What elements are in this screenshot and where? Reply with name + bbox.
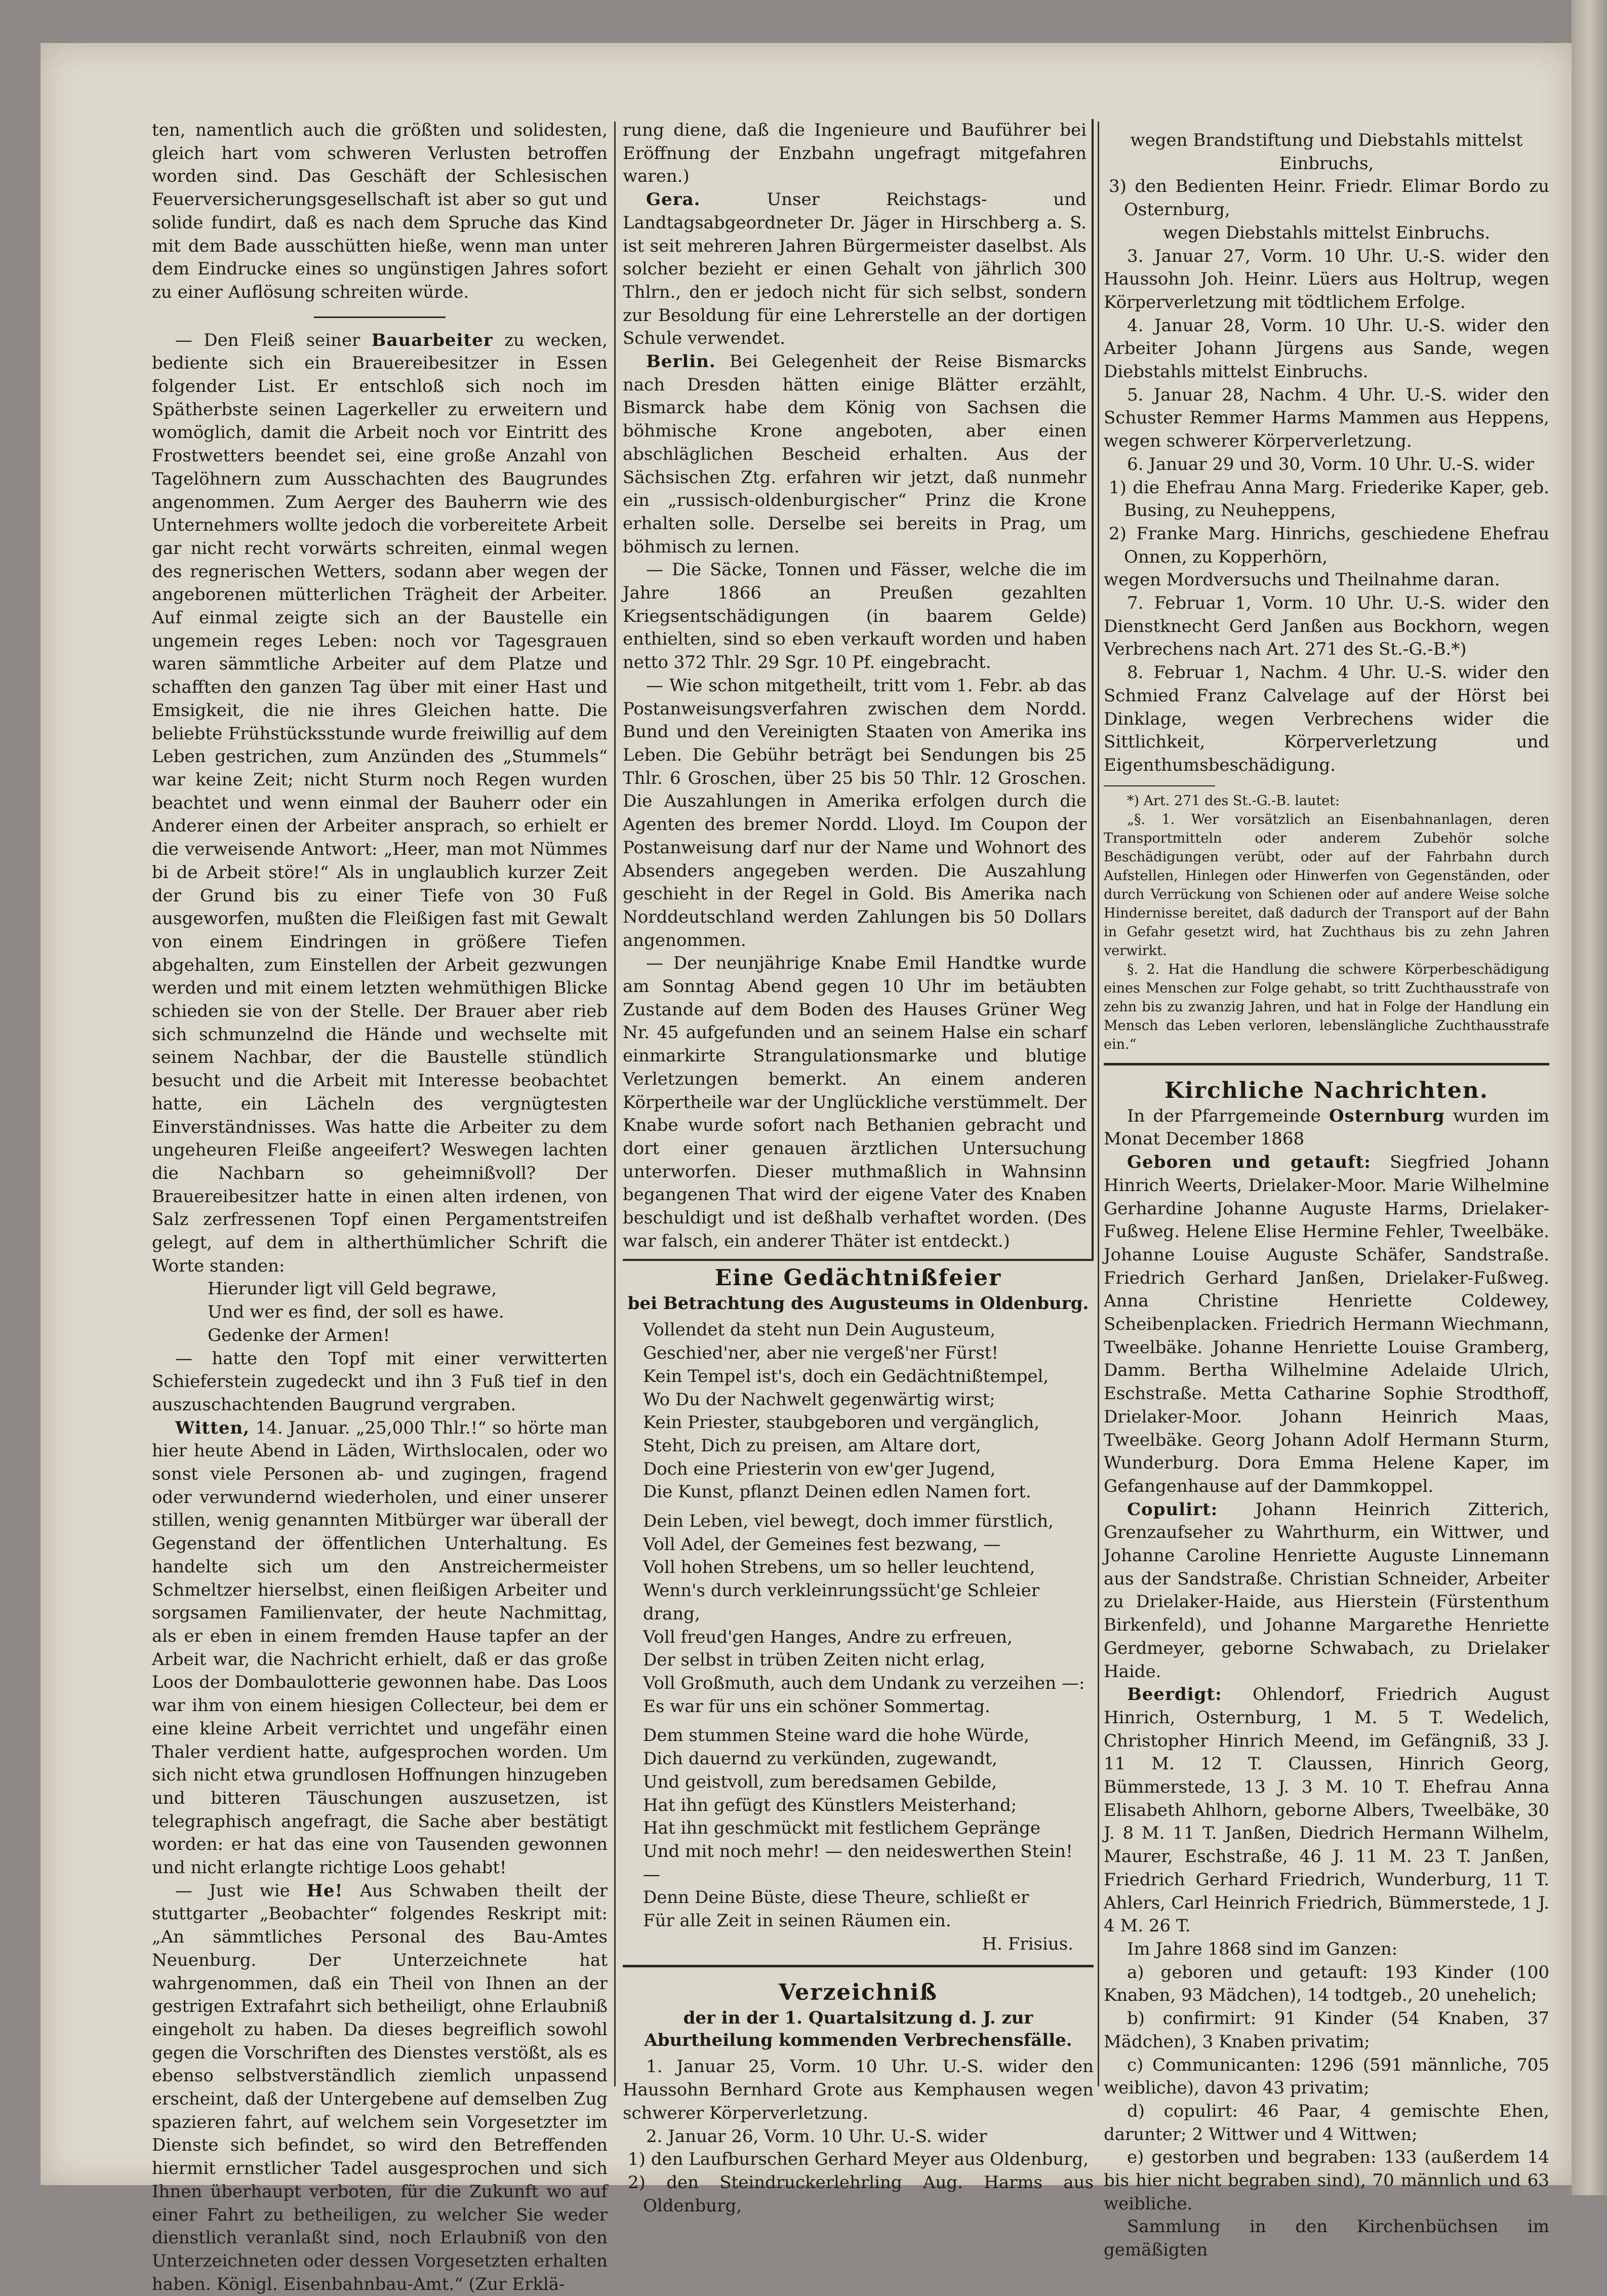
poem-stanza-1: Vollendet da steht nun Dein Augusteum, Geschied'ner, aber nie vergeß'ner Fürst! Kein Tempel ist's, doch ein Gedächtnißtempel, Wo Du der Nachwelt gegenwärtig wirst; Kein Priester, staubgeboren und vergänglich, Steht, Dich zu preisen, am Altare dort, Doch eine Priesterin von ew'ger Jugend, Die Kunst, pflanzt Deinen edlen Namen fort. xyxy=(643,1320,1049,1502)
keyword-he: He! xyxy=(306,1880,343,1901)
case-2-accused-2: 2) den Steindruckerlehrling Aug. Harms aus Oldenburg, xyxy=(628,2172,1094,2216)
label-buried: Beerdigt: xyxy=(1127,1684,1222,1705)
page-binding-edge xyxy=(1572,0,1607,2195)
article-reskript-end: rung diene, daß die Ingenieure und Bauführer bei Eröffnung der Enzbahn ungefragt mitgefahren waren.) xyxy=(623,120,1087,187)
case-4: 4. Januar 28, Vorm. 10 Uhr. U.-S. wider den Arbeiter Johann Jürgens aus Sande, wegen Diebstahls mittelst Einbruchs. xyxy=(1104,315,1549,382)
poem-stanza-3: Dem stummen Steine ward die hohe Würde, Dich dauernd zu verkünden, zugewandt, Und geistvoll, zum beredsamen Gebilde, Hat ihn gefügt des Künstlers Meisterhand; Hat ihn geschmückt mit festlichem Gepränge Und mit noch mehr! — den neideswerthen Stein! — Denn Deine Büste, diese Theure, schließt er Für alle Zeit in seinen Räumen ein. xyxy=(643,1725,1073,1931)
poem-stanza-2: Dein Leben, viel bewegt, doch immer fürstlich, Voll Adel, der Gemeines fest bezwang, — Voll hohen Strebens, um so heller leuchtend, Wenn's durch verkleinrungssücht'ge Schleier drang, Voll freud'gen Hanges, Andre zu erfreuen, Der selbst in trüben Zeiten nicht erlag, Voll Großmuth, auch dem Undank zu verzeihen —: Es war für uns ein schöner Sommertag. xyxy=(643,1511,1085,1717)
case-2-charge: wegen Brandstiftung und Diebstahls mittelst Einbruchs, xyxy=(1130,130,1523,174)
column-right xyxy=(1104,129,1549,2262)
column-divider-1 xyxy=(614,122,616,2086)
column-left xyxy=(152,119,608,2296)
dateline-witten: Witten, xyxy=(175,1417,250,1438)
footnote-rule xyxy=(1104,785,1215,786)
label-born: Geboren und getauft: xyxy=(1127,1152,1371,1173)
poem-title: Eine Gedächtnißfeier xyxy=(714,1265,1002,1291)
church-intro: In der Pfarrgemeinde Osternburg wurden im Monat December 1868 xyxy=(1104,1105,1550,1150)
article-reskript: — Just wie He! Aus Schwaben theilt der stuttgarter „Beobachter“ folgendes Reskript mit: „An sämmtliches Personal des Bau-Amtes Neuenburg. Der Unterzeichnete hat wahrgenommen, daß ein Theil von Ihnen an der gestrigen Extrafahrt sich betheiligt, ohne Erlaubniß eingeholt zu haben. Da dieses begreiflich sowohl gegen die Vorschriften des Dienstes verstößt, als es ebenso selbstverständlich ziemlich unpassend erscheint, daß der Untergebene auf demselben Zug spazieren fahrt, auf welchem sein Vorgesetzter im Dienste sich befindet, so wird den Betreffenden hiermit ernstlicher Tadel ausgesprochen und sich Ihnen überhaupt verboten, für die Zukunft wo auf einer Fahrt zu betheiligen, zu welcher Sie weder dienstlich veranlaßt sind, noch Erlaubniß von den Unterzeichneten oder dessen Vorgesetzten erhalten haben. Königl. Eisenbahnbau-Amt.“ (Zur Erklä- xyxy=(152,1880,608,2294)
section-rule-church xyxy=(1104,1063,1549,1065)
case-2-accused-3: 3) den Bedienten Heinr. Friedr. Elimar Bordo zu Osternburg, xyxy=(1109,176,1549,220)
year-summary-e: e) gestorben und begraben: 133 (außerdem 14 bis hier nicht begraben sind), 70 männlich und 63 weibliche. xyxy=(1104,2147,1549,2214)
poem-subtitle: bei Betrachtung des Augusteums in Oldenburg. xyxy=(627,1293,1089,1314)
case-2-charge-3: wegen Diebstahls mittelst Einbruchs. xyxy=(1162,222,1491,243)
year-summary-d: d) copulirt: 46 Paar, 4 gemischte Ehen, darunter; 2 Wittwer und 4 Wittwen; xyxy=(1104,2101,1549,2145)
case-2-accused-1: 1) den Laufburschen Gerhard Meyer aus Oldenburg, xyxy=(628,2149,1089,2170)
article-gera: Gera. Unser Reichstags- und Landtagsabgeordneter Dr. Jäger in Hirschberg a. S. ist seit mehreren Jahren Bürgermeister daselbst. Als solcher bezieht er einen Gehalt von jährlich 300 Thlrn., den er jedoch nicht für sich selbst, sondern zur Besoldung für eine Lehrerstelle an der dortigen Schule verwendet. xyxy=(623,189,1087,349)
year-summary-c: c) Communicanten: 1296 (591 männliche, 705 weibliche), davon 43 privatim; xyxy=(1104,2054,1549,2099)
column-divider-2 xyxy=(1098,122,1099,2086)
poem-body xyxy=(623,1319,1094,1932)
parish-name: Osternburg xyxy=(1329,1105,1445,1126)
news-block-boxed xyxy=(623,119,1094,1261)
article-berlin: Berlin. Bei Gelegenheit der Reise Bismarcks nach Dresden hätten einige Blätter erzählt, Bismarck habe dem König von Sachsen die böhmische Krone angeboten, aber einen abschläglichen Bescheid erhalten. Aus der Sächsischen Ztg. erfahren wir jetzt, daß nunmehr ein „russisch-oldenburgischer“ Prinz die Krone erhalten solle. Derselbe sei bereits in Prag, um böhmisch zu lernen. xyxy=(623,351,1087,557)
dateline-berlin: Berlin. xyxy=(646,351,716,372)
church-buried: Beerdigt: Ohlendorf, Friedrich August Hinrich, Osternburg, 1 M. 5 T. Wedelich, Christopher Hinrich Meend, im Gefängniß, 33 J. 11 M. 12 T. Claussen, Hinrich Georg, Bümmerstede, 13 J. 3 M. 10 T. Ehefrau Anna Elisabeth Ahlhorn, geborne Albers, Tweelbäke, 30 J. 8 M. 11 T. Janßen, Diedrich Hermann Wilhelm, Maurer, Eschstraße, 46 J. 11 M. 23 T. Janßen, Friedrich Gerhard Friedrich, Wunderburg, 11 T. Ahlers, Carl Heinrich Friedrich, Bümmerstede, 1 J. 4 M. 26 T. xyxy=(1104,1684,1549,1936)
case-5: 5. Januar 28, Nachm. 4 Uhr. U.-S. wider den Schuster Remmer Harms Mammen aus Heppens, wegen schwerer Körperverletzung. xyxy=(1104,384,1549,452)
case-6-accused-2: 2) Franke Marg. Hinrichs, geschiedene Ehefrau Onnen, zu Kopperhörn, xyxy=(1109,523,1549,567)
church-married: Copulirt: Johann Heinrich Zitterich, Grenzaufseher zu Wahrthurm, ein Wittwer, und Johanne Caroline Henriette Auguste Linnemann aus der Sandstraße. Christian Schneider, Arbeiter zu Drielaker-Haide, aus Hierstein (Fürstenthum Birkenfeld), und Johanne Margarethe Henriette Gerdmeyer, geborne Schwabach, zu Drielaker Haide. xyxy=(1104,1499,1549,1682)
case-6-accused-1: 1) die Ehefrau Anna Marg. Friederike Kaper, geb. Busing, zu Neuheppens, xyxy=(1109,477,1549,521)
article-bauarbeiter: — Den Fleiß seiner Bauarbeiter zu wecken, bediente sich ein Brauereibesitzer in Essen folgender List. Er entschloß sich noch im Spätherbste seinen Lagerkeller zu erweitern und womöglich, damit die Arbeit noch vor Eintritt des Frostwetters beendet sei, eine große Anzahl von Tagelöhnern zum Ausschachten des Baugrundes angenommen. Zum Aerger des Bauherrn wie des Unternehmers wollte jedoch die vorbereitete Arbeit gar nicht recht vorwärts schreiten, einmal wegen des regnerischen Wetters, sodann aber wegen der angeborenen mütterlichen Trägheit der Arbeiter. Auf einmal zeigte sich an der Baustelle ein ungemein reges Leben: noch vor Tagesgrauen waren sämmtliche Arbeiter auf dem Platze und schafften den ganzen Tag über mit einer Hast und Emsigkeit, die nie ihres Gleichen hatte. Die beliebte Frühstücksstunde wurde freiwillig auf dem Leben gestrichen, zum Anzünden des „Stummels“ war keine Zeit; nicht Sturm noch Regen wurden beachtet und wenn einmal der Bauherr oder ein Anderer einen der Arbeiter ansprach, so erhielt er die verweisende Antwort: „Heer, man mot Nümmes bi de Arbeit störe!“ Als in unglaublich kurzer Zeit der Grund bis zu einer Tiefe von 30 Fuß ausgeworfen, mußten die Fleißigen fast mit Gewalt von einem Eindringen in größere Tiefen abgehalten, zum Einstellen der Arbeit gezwungen werden und mit einem letzten wehmüthigen Blicke schieden sie von der Stelle. Der Brauer aber rieb sich schmunzelnd die Hände und wechselte mit seinem Nachbar, der die Baustelle stündlich besucht und die Arbeit mit Interesse beobachtet hatte, ein Lächeln des vergnügtesten Einverständnisses. Was hatte die Arbeiter zu dem ungeheuren Fleiße angeeifert? Weswegen lachten die Nachbarn so geheimnißvoll? Der Brauereibesitzer hatte in einen alten irdenen, von Salz zerfressenen Topf einen Pergamentstreifen gelegt, auf dem in altherthümlicher Schrift die Worte standen: xyxy=(152,330,608,1276)
year-summary-b: b) confirmirt: 91 Kinder (54 Knaben, 37 Mädchen), 3 Knaben privatim; xyxy=(1104,2008,1549,2052)
section-rule xyxy=(623,1965,1094,1967)
case-8: 8. Februar 1, Nachm. 4 Uhr. U.-S. wider den Schmied Franz Calvelage auf der Hörst bei Dinklage, wegen Verbrechens wider die Sittlichkeit, Körperverletzung und Eigenthumsbeschädigung. xyxy=(1104,662,1549,775)
church-born: Geboren und getauft: Siegfried Johann Hinrich Weerts, Drielaker-Moor. Marie Wilhelmine Gerhardine Johanne Auguste Harms, Drielaker-Fußweg. Helene Elise Hermine Fehler, Tweelbäke. Johanne Louise Auguste Schäfer, Sandstraße. Friedrich Gerhard Janßen, Drielaker-Fußweg. Anna Christine Henriette Coldewey, Scheibenplacken. Friedrich Hermann Wiechmann, Tweelbäke. Johanne Henriette Louise Gramberg, Damm. Bertha Wilhelmine Adelaide Ulrich, Eschstraße. Metta Catharine Sophie Strodthoff, Drielaker-Moor. Johann Heinrich Maas, Tweelbäke. Georg Johann Adolf Hermann Sturm, Wunderburg. Dora Emma Helene Kaper, im Gefangenhause auf der Dammkoppel. xyxy=(1104,1152,1549,1496)
dateline-gera: Gera. xyxy=(646,189,701,210)
label-married: Copulirt: xyxy=(1127,1499,1218,1520)
article-handtke: — Der neunjährige Knabe Emil Handtke wurde am Sonntag Abend gegen 10 Uhr im betäubten Zustande auf dem Boden des Hauses Grüner Weg Nr. 45 aufgefunden und an seinem Halse ein scharf einmarkirte Strangulationsmarke und blutige Verletzungen bemerkt. An einem anderen Körpertheile war der Unglückliche verstümmelt. Der Knabe wurde sofort nach Bethanien gebracht und dort einer genauen ärztlichen Untersuchung unterworfen. Dieser muthmaßlich in Wahnsinn begangenen That wird der eigene Vater des Knaben beschuldigt und ist deßhalb verhaftet worden. (Des war falsch, ein anderer Thäter ist entdeckt.) xyxy=(623,953,1087,1251)
poem-signature: H. Frisius. xyxy=(982,1933,1073,1954)
list-title: Verzeichniß xyxy=(779,1980,938,2006)
article-bauarbeiter-end: — hatte den Topf mit einer verwitterten Schieferstein zugedeckt und ihn 3 Fuß tief in den auszuschachtenden Baugrund vergraben. xyxy=(152,1348,608,1415)
article-postanweisung: — Wie schon mitgetheilt, tritt vom 1. Febr. ab das Postanweisungsverfahren zwischen dem Nordd. Bund und den Vereinigten Staaten von Amerika ins Leben. Die Gebühr beträgt bei Sendungen bis 25 Thlr. 6 Groschen, über 25 bis 50 Thlr. 12 Groschen. Die Auszahlungen in Amerika erfolgen durch die Agenten des bremer Nordd. Lloyd. Im Coupon der Postanweisung darf nur der Name und Wohnort des Absenders angegeben werden. Die Auszahlung geschieht in der Regel in Gold. Bis Amerika nach Norddeutschland werden Zahlungen bis 50 Dollars angenommen. xyxy=(623,675,1087,951)
pergament-verse: Hierunder ligt vill Geld begrawe, Und wer es find, der soll es hawe. Gedenke der Armen! xyxy=(208,1279,504,1345)
separator-rule xyxy=(314,316,446,318)
footnote-head: *) Art. 271 des St.-G.-B. lautet: xyxy=(1127,793,1340,809)
footnote-para-2: §. 2. Hat die Handlung die schwere Körperbeschädigung eines Menschen zur Folge gehabt, so tritt Zuchthausstrafe von zehn bis zu zwanzig Jahren, und hat in Folge der Handlung ein Mensch das Leben verloren, lebenslängliche Zuchthausstrafe ein.“ xyxy=(1104,961,1549,1052)
keyword-bauarbeiter: Bauarbeiter xyxy=(371,330,493,350)
case-2: 2. Januar 26, Vorm. 10 Uhr. U.-S. wider xyxy=(646,2126,987,2147)
case-6: 6. Januar 29 und 30, Vorm. 10 Uhr. U.-S. wider xyxy=(1127,454,1534,474)
church-news-title: Kirchliche Nachrichten. xyxy=(1164,1077,1489,1103)
article-insurance-end: ten, namentlich auch die größten und solidesten, gleich hart vom schweren Verlusten betroffen worden sind. Das Geschäft der Schlesischen Feuerversicherungsgesellschaft ist aber so gut und solide fundirt, daß es nach dem Spruche das Kind mit dem Bade ausschütten hieße, wenn man unter dem Eindrucke eines so ungünstigen Jahres sofort zu einer Auflösung schreiten würde. xyxy=(152,120,608,302)
footnote-para-1: „§. 1. Wer vorsätzlich an Eisenbahnanlagen, deren Transportmitteln oder anderem Zubehör solche Beschädigungen verübt, oder auf der Fahrbahn durch Aufstellen, Hinlegen oder Hinwerfen von Gegenständen, oder durch Verrückung von Schienen oder auf andere Weise solche Hindernisse bereitet, daß dadurch der Transport auf der Bahn in Gefahr gesetzt wird, hat Zuchthaus bis zu zehn Jahren verwirkt. xyxy=(1104,811,1549,959)
article-witten: Witten, 14. Januar. „25,000 Thlr.!“ so hörte man hier heute Abend in Läden, Wirthslocalen, oder wo sonst viele Personen ab- und zugingen, fragend oder verwundernd wiederholen, und einer unserer stillen, wenig genannten Mitbürger war überall der Gegenstand der öffentlichen Unterhaltung. Es handelte sich um den Anstreichermeister Schmeltzer hierselbst, einen fleißigen Arbeiter und sorgsamen Familienvater, der heute Nachmittag, als er eben in einem fremden Hause tapfer an der Arbeit war, die Nachricht erhielt, daß er das große Loos der Dombaulotterie gewonnen habe. Das Loos war ihm von einem hiesigen Collecteur, bei dem er eine kleine Arbeit verrichtet und ungefähr einen Thaler verdient hatte, aufgesprochen worden. Um sich nicht etwa grundlosen Hoffnungen hinzugeben und bitteren Täuschungen auszusetzen, ist telegraphisch angefragt, die Sache aber bestätigt worden: er hat das eine von Tausenden gewonnen und nicht erlangte richtige Loos gehabt! xyxy=(152,1417,608,1878)
column-middle xyxy=(623,119,1094,2218)
article-kriegsentschaedigung: — Die Säcke, Tonnen und Fässer, welche die im Jahre 1866 an Preußen gezahlten Kriegsentschädigungen (in baarem Gelde) enthielten, sind so eben verkauft worden und haben netto 372 Thlr. 29 Sgr. 10 Pf. eingebracht. xyxy=(623,560,1087,673)
list-subtitle: der in der 1. Quartalsitzung d. J. zur Aburtheilung kommenden Verbrechensfälle. xyxy=(644,2008,1072,2051)
collection-note: Sammlung in den Kirchenbüchsen im gemäßigten xyxy=(1104,2216,1549,2261)
year-summary-a: a) geboren und getauft: 193 Kinder (100 Knaben, 93 Mädchen), 14 todtgeb., 20 unehelich; xyxy=(1104,1962,1549,2006)
case-3: 3. Januar 27, Vorm. 10 Uhr. U.-S. wider den Haussohn Joh. Heinr. Lüers aus Holtrup, wegen Körperverletzung mit tödtlichem Erfolge. xyxy=(1104,246,1549,312)
case-6-charge: wegen Mordversuchs und Theilnahme daran. xyxy=(1104,570,1500,590)
case-7: 7. Februar 1, Vorm. 10 Uhr. U.-S. wider den Dienstknecht Gerd Janßen aus Bockhorn, wegen Verbrechens nach Art. 271 des St.-G.-B.*) xyxy=(1104,593,1549,660)
year-summary-head: Im Jahre 1868 sind im Ganzen: xyxy=(1127,1939,1398,1959)
case-1: 1. Januar 25, Vorm. 10 Uhr. U.-S. wider den Haussohn Bernhard Grote aus Kemphausen wegen schwerer Körperverletzung. xyxy=(623,2056,1094,2123)
